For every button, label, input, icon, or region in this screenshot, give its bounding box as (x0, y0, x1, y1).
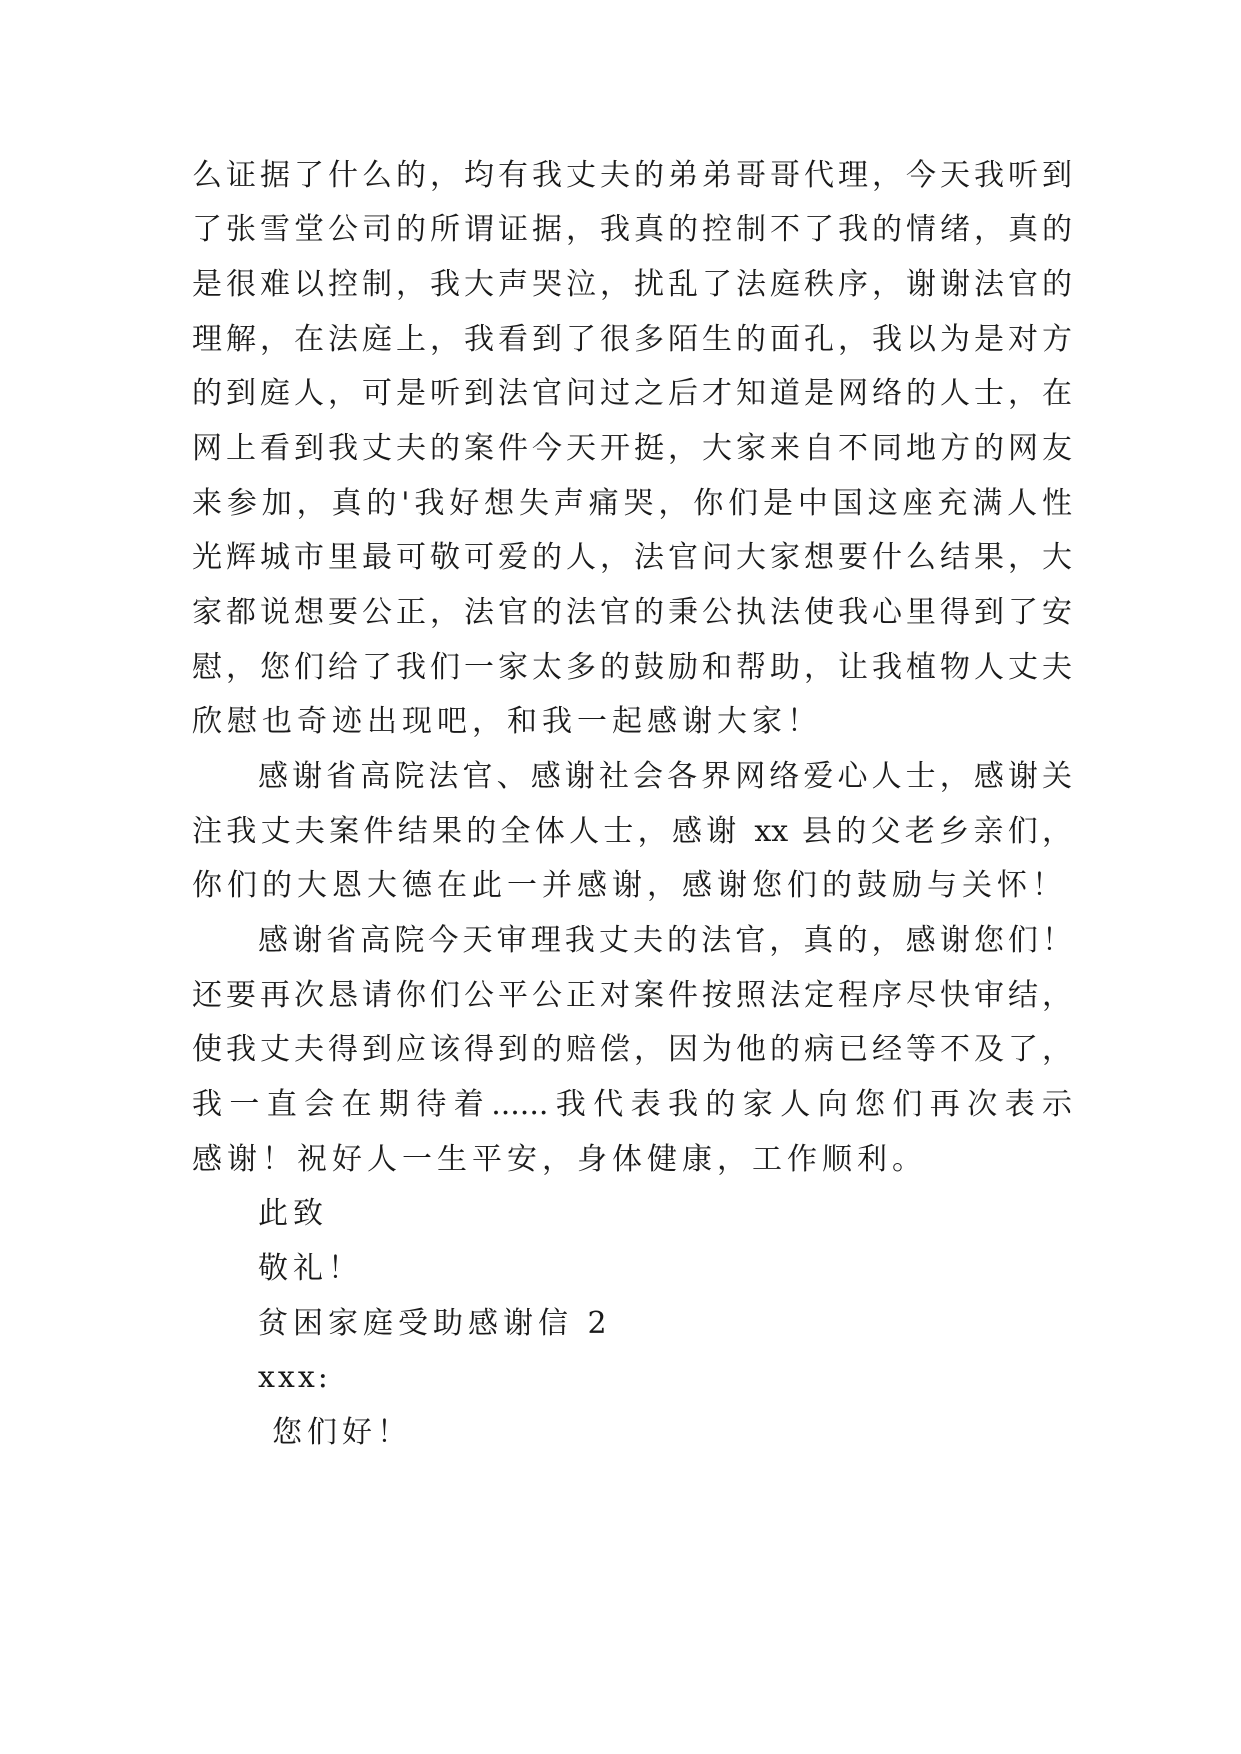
body-text-line: 感谢！祝好人一生平安，身体健康，工作顺利。 (192, 1142, 927, 1177)
body-text-line: 是很难以控制，我大声哭泣，扰乱了法庭秩序，谢谢法官的 (192, 267, 1072, 302)
closing-line: 敬礼！ (258, 1251, 363, 1286)
body-text-line: 么证据了什么的，均有我丈夫的弟弟哥哥代理，今天我听到 (192, 158, 1072, 193)
body-text-line: 注我丈夫案件结果的全体人士，感谢 xx 县的父老乡亲们， (192, 814, 1072, 849)
body-text-line: 家都说想要公正，法官的法官的秉公执法使我心里得到了安 (192, 595, 1072, 630)
body-text-line: 了张雪堂公司的所谓证据，我真的控制不了我的情绪，真的 (192, 212, 1072, 247)
salutation: xxx: (258, 1360, 331, 1395)
body-text-line: 来参加，真的'我好想失声痛哭，你们是中国这座充满人性 (192, 486, 1072, 521)
body-text-line: 你们的大恩大德在此一并感谢，感谢您们的鼓励与关怀！ (192, 868, 1067, 903)
body-text-line: 还要再次恳请你们公平公正对案件按照法定程序尽快审结， (192, 978, 1072, 1013)
letter-title: 贫困家庭受助感谢信 2 (258, 1306, 612, 1341)
body-text-line: 理解，在法庭上，我看到了很多陌生的面孔，我以为是对方 (192, 322, 1072, 357)
body-text-line: 光辉城市里最可敬可爱的人，法官问大家想要什么结果，大 (192, 540, 1072, 575)
greeting: 您们好！ (272, 1415, 412, 1450)
body-text-line: 网上看到我丈夫的案件今天开挺，大家来自不同地方的网友 (192, 431, 1072, 466)
body-text-line: 的到庭人，可是听到法官问过之后才知道是网络的人士，在 (192, 376, 1072, 411)
body-text-line: 感谢省高院法官、感谢社会各界网络爱心人士，感谢关 (258, 759, 1072, 794)
body-text-line: 感谢省高院今天审理我丈夫的法官，真的，感谢您们！ (258, 923, 1072, 958)
body-text-line: 欣慰也奇迹出现吧，和我一起感谢大家！ (192, 704, 822, 739)
body-text-line: 我一直会在期待着......我代表我的家人向您们再次表示 (192, 1087, 1072, 1122)
body-text-line: 使我丈夫得到应该得到的赔偿，因为他的病已经等不及了， (192, 1032, 1072, 1067)
body-text-line: 慰，您们给了我们一家太多的鼓励和帮助，让我植物人丈夫 (192, 650, 1072, 685)
closing-line: 此致 (258, 1196, 328, 1231)
